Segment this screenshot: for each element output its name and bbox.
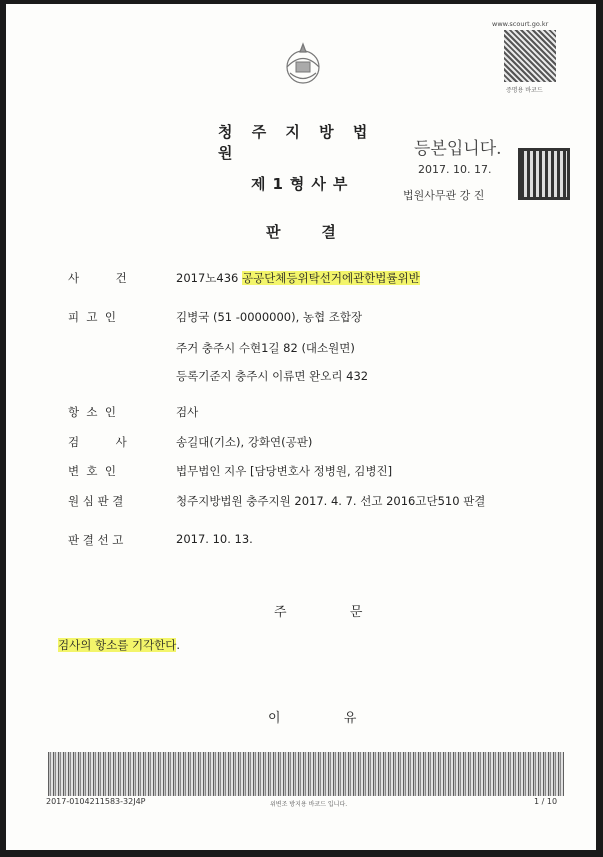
main-order-tail: . xyxy=(176,638,181,652)
field-value-text: 청주지방법원 충주지원 2017. 4. 7. 선고 2016고단510 판결 xyxy=(176,494,486,508)
page-number: 1 / 10 xyxy=(534,797,558,806)
field-value xyxy=(176,270,420,286)
field-label: 판 결 선 고 xyxy=(68,533,124,547)
official-seal-icon xyxy=(518,148,570,200)
field-label: 원 심 판 결 xyxy=(68,494,124,508)
certification-date: 2017. 10. 17. xyxy=(418,163,492,176)
barcode-icon xyxy=(504,30,556,82)
field-label: 사 건 xyxy=(68,271,127,285)
field-value xyxy=(176,368,368,384)
field-value-text: 송길대(기소), 강화연(공판) xyxy=(176,435,313,449)
main-order-highlight: 검사의 항소를 기각한다 xyxy=(58,638,177,652)
case-name-highlight: 공공단체등위탁선거에관한법률위반 xyxy=(241,271,420,285)
url-text: www.scourt.go.kr xyxy=(492,20,549,28)
field-value-text: 검사 xyxy=(176,405,199,419)
field-value-text: 법무법인 지우 [담당변호사 정병원, 김병진] xyxy=(176,464,393,478)
document-page xyxy=(6,4,596,850)
field-value xyxy=(176,309,362,325)
field-label: 피 고 인 xyxy=(68,310,116,324)
field-value-text: 2017. 10. 13. xyxy=(176,532,253,546)
field-value xyxy=(176,434,312,450)
field-value-text: 2017노436 xyxy=(176,271,239,285)
field-label: 변 호 인 xyxy=(68,464,116,478)
doc-id: 2017-0104211583-32J4P xyxy=(46,797,146,806)
main-order-text xyxy=(58,637,180,653)
anti-forgery-barcode-icon xyxy=(48,752,564,796)
field-value xyxy=(176,532,253,546)
field-value-text: 등록기준지 충주시 이류면 완오리 432 xyxy=(176,369,369,383)
court-emblem-icon xyxy=(278,40,328,90)
field-value-text: 김병국 (51 -0000000), 농협 조합장 xyxy=(176,310,363,324)
footer-notice: 위변조 방지용 바코드 입니다. xyxy=(270,801,348,808)
field-label: 항 소 인 xyxy=(68,405,116,419)
certification-officer: 법원사무관 강 진 xyxy=(403,189,485,202)
field-value xyxy=(176,493,485,509)
reasons-heading: 이 유 xyxy=(268,711,359,726)
field-value xyxy=(176,340,355,356)
certified-copy-label: 등본입니다. xyxy=(414,139,502,159)
field-value-text: 주거 충주시 수현1길 82 (대소원면) xyxy=(176,341,355,355)
field-label: 검 사 xyxy=(68,435,127,449)
main-order-heading: 주 문 xyxy=(274,605,365,620)
field-value xyxy=(176,404,198,420)
court-name: 청 주 지 방 법 원 xyxy=(218,123,375,162)
division-title: 제1형사부 xyxy=(251,175,355,193)
barcode-caption: 증명용 바코드 xyxy=(506,87,543,94)
document-type: 판 결 xyxy=(266,223,340,241)
field-value xyxy=(176,463,392,479)
